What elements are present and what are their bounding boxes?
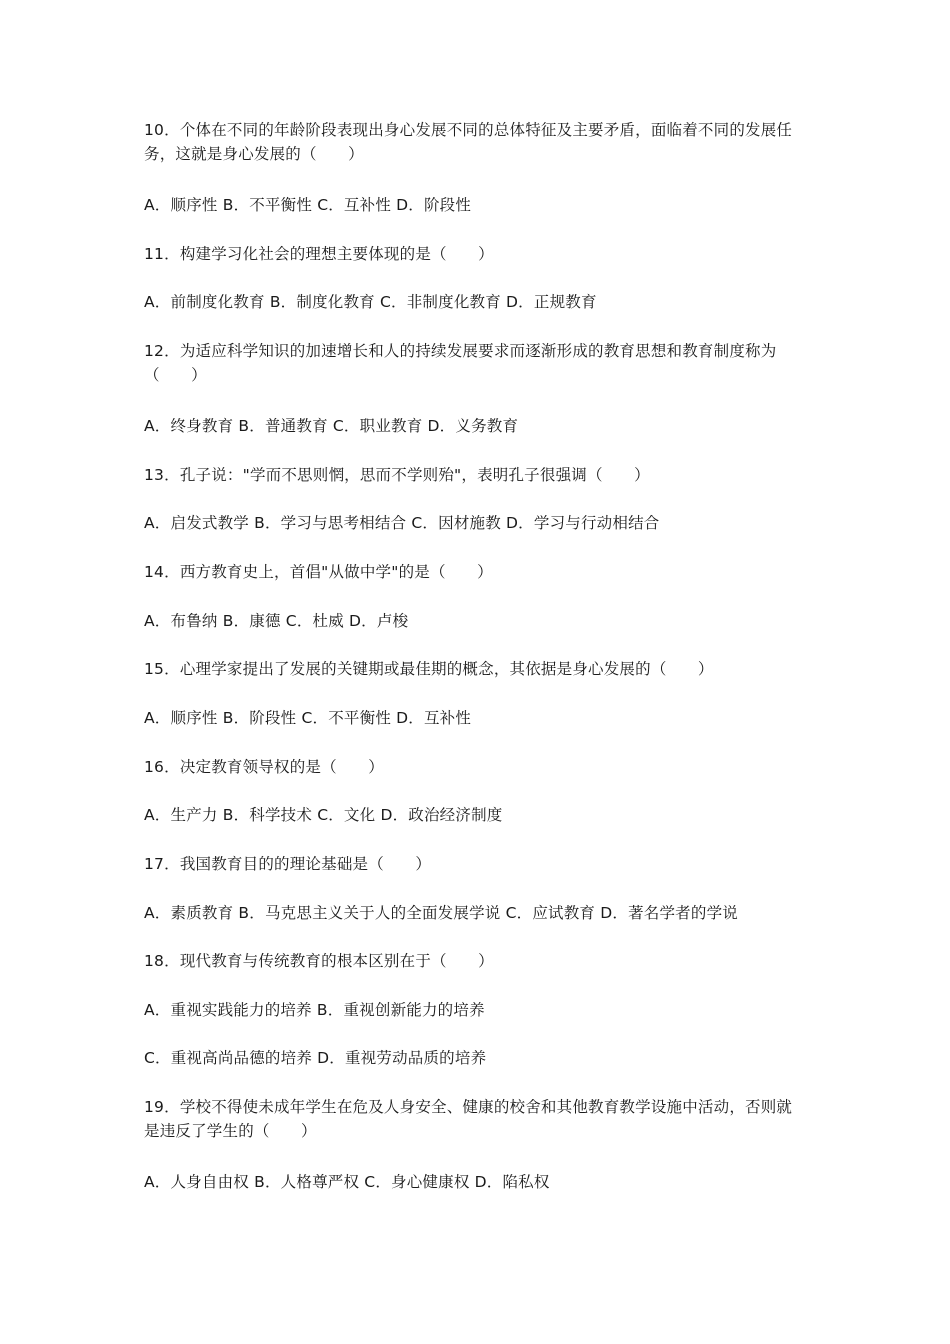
question-12-stem: 12．为适应科学知识的加速增长和人的持续发展要求而逐渐形成的教育思想和教育制度称为（ ）	[144, 342, 777, 384]
question-15-options: A．顺序性 B．阶段性 C．不平衡性 D．互补性	[144, 709, 472, 727]
question-16-options: A．生产力 B．科学技术 C．文化 D．政治经济制度	[144, 806, 503, 824]
question-18-options-ab: A．重视实践能力的培养 B．重视创新能力的培养	[144, 1001, 485, 1019]
question-10-options: A．顺序性 B．不平衡性 C．互补性 D．阶段性	[144, 196, 472, 214]
question-15-stem: 15．心理学家提出了发展的关键期或最佳期的概念，其依据是身心发展的（ ）	[144, 660, 714, 678]
question-11-options: A．前制度化教育 B．制度化教育 C．非制度化教育 D．正规教育	[144, 293, 597, 311]
question-11-stem: 11．构建学习化社会的理想主要体现的是（ ）	[144, 245, 494, 263]
question-14-stem: 14．西方教育史上，首倡"从做中学"的是（ ）	[144, 563, 493, 581]
question-13-stem: 13．孔子说："学而不思则惘，思而不学则殆"，表明孔子很强调（ ）	[144, 466, 650, 484]
question-19-options: A．人身自由权 B．人格尊严权 C．身心健康权 D．陷私权	[144, 1173, 550, 1191]
question-14-options: A．布鲁纳 B．康德 C．杜威 D．卢梭	[144, 612, 409, 630]
question-10-stem: 10．个体在不同的年龄阶段表现出身心发展不同的总体特征及主要矛盾，面临着不同的发展任务，这就是身心发展的（ ）	[144, 121, 793, 163]
question-12-options: A．终身教育 B．普通教育 C．职业教育 D．义务教育	[144, 417, 519, 435]
question-19-stem: 19．学校不得使未成年学生在危及人身安全、健康的校舍和其他教育教学设施中活动，否则就是违反了学生的（ ）	[144, 1098, 793, 1140]
question-16-stem: 16．决定教育领导权的是（ ）	[144, 758, 384, 776]
question-18-stem: 18．现代教育与传统教育的根本区别在于（ ）	[144, 952, 494, 970]
question-17-stem: 17．我国教育目的的理论基础是（ ）	[144, 855, 432, 873]
question-13-options: A．启发式教学 B．学习与思考相结合 C．因材施教 D．学习与行动相结合	[144, 514, 660, 532]
question-18-options-cd: C．重视高尚品德的培养 D．重视劳动品质的培养	[144, 1049, 487, 1067]
question-17-options: A．素质教育 B．马克思主义关于人的全面发展学说 C．应试教育 D．著名学者的学说	[144, 904, 738, 922]
